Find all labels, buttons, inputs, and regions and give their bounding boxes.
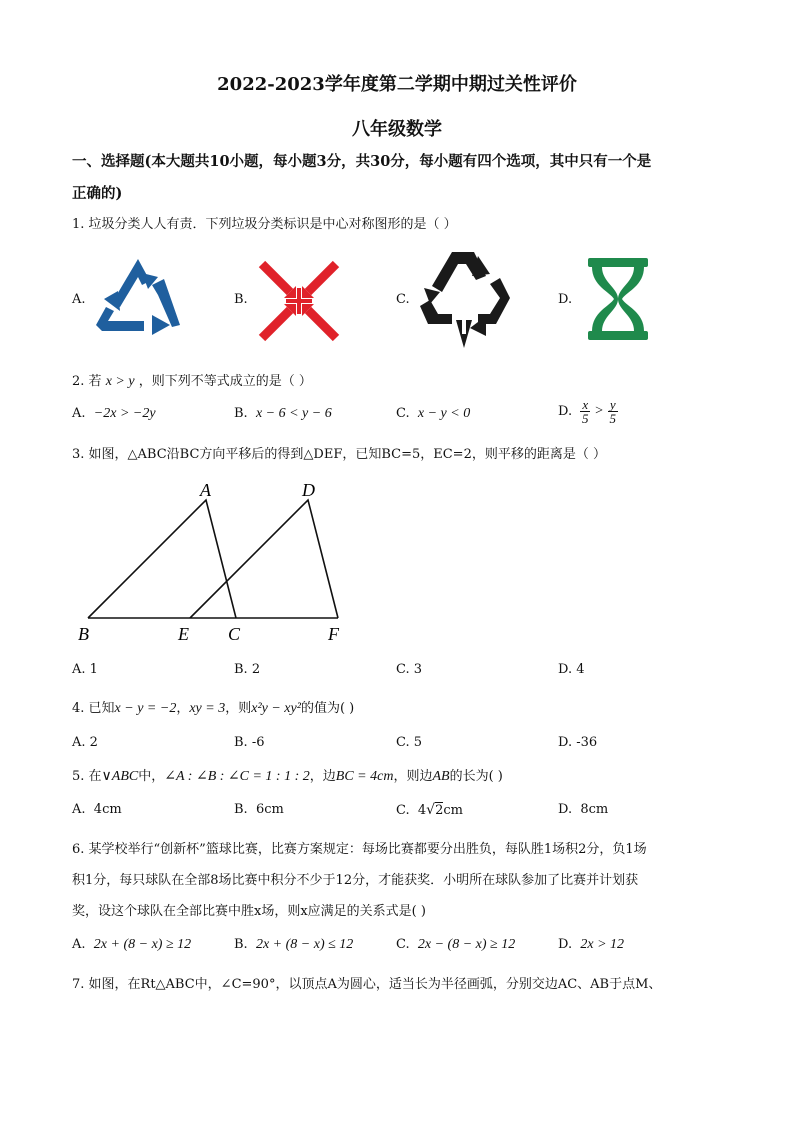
q6-option-a: A. 2x + (8 − x) ≥ 12 <box>72 937 192 952</box>
q2-stem-suffix: ，则下列不等式成立的是（ ） <box>138 374 312 389</box>
sqrt-icon: √ <box>426 802 436 818</box>
q4-stem: 4. 已知x − y = −2，xy = 3，则x²y − xy²的值为( ) <box>72 701 355 716</box>
q3-stem: 3. 如图，△ABC沿BC方向平移后的得到△DEF，已知BC=5，EC=2，则平移的距离是（ ） <box>72 447 606 462</box>
q4-option-a: A. 2 <box>72 735 98 750</box>
q5-option-c: C. 4√2cm <box>396 802 463 818</box>
label-E: E <box>178 624 189 644</box>
q4-option-d: D. -36 <box>558 735 598 750</box>
q6-option-d: D. 2x > 12 <box>558 937 625 952</box>
green-hourglass-icon <box>584 256 652 342</box>
q6-line2: 积1分，每只球队在全部8场比赛中积分不少于12分，才能获奖．小明所在球队参加了比赛并计划获 <box>72 873 639 888</box>
label-F: F <box>328 624 339 644</box>
section-heading-line2: 正确的) <box>72 185 123 202</box>
q5-option-b: B. 6cm <box>234 802 284 817</box>
q2-stem-prefix: 2. 若 <box>72 374 102 389</box>
q4-expression: x²y − xy² <box>251 701 301 716</box>
q3-option-c: C. 3 <box>396 662 423 677</box>
q2-option-a: A. −2x > −2y <box>72 406 156 421</box>
q5-angle-ratio: ∠A : ∠B : ∠C = 1 : 1 : 2 <box>164 769 310 784</box>
q6-line1: 6. 某学校举行“创新杯”篮球比赛，比赛方案规定：每场比赛都要分出胜负，每队胜1场积2分，负1场 <box>72 842 647 857</box>
q4-option-c: C. 5 <box>396 735 423 750</box>
label-A: A <box>200 480 211 500</box>
label-D: D <box>302 480 315 500</box>
q6-option-c: C. 2x − (8 − x) ≥ 12 <box>396 937 516 952</box>
q6-option-b: B. 2x + (8 − x) ≤ 12 <box>234 937 354 952</box>
q3-option-d: D. 4 <box>558 662 585 677</box>
q2-option-d: D. $\frac{x}{5}$ > $\frac{y}{5}$ <box>558 397 617 426</box>
q1-option-b-label: B. <box>234 292 248 307</box>
exam-title: 2022-2023学年度第二学期中期过关性评价 <box>217 74 577 95</box>
q4-equation-1: x − y = −2 <box>114 701 177 716</box>
fraction-y-over-5: $\frac{y}{5}$ <box>609 397 617 426</box>
exam-subtitle: 八年级数学 <box>352 119 442 140</box>
red-inward-arrows-cross-icon <box>256 258 342 344</box>
section-heading-line1: 一、选择题(本大题共10小题，每小题3分，共30分，每小题有四个选项，其中只有一个是 <box>72 153 652 170</box>
black-recycle-triangle-icon <box>416 248 512 352</box>
fraction-x-over-5: $\frac{x}{5}$ <box>582 397 589 426</box>
label-C: C <box>228 624 241 644</box>
q2-option-c: C. x − y < 0 <box>396 406 471 421</box>
label-B: B <box>78 624 89 644</box>
q5-stem: 5. 在∨ABC中，∠A : ∠B : ∠C = 1 : 1 : 2，边BC = 4cm，则边AB的长为( ) <box>72 769 503 784</box>
q1-option-d-label: D. <box>558 292 573 307</box>
q5-option-d: D. 8cm <box>558 802 609 817</box>
q3-translation-figure <box>72 478 372 648</box>
q2-option-b: B. x − 6 < y − 6 <box>234 406 332 421</box>
q1-stem: 1. 垃圾分类人人有责．下列垃圾分类标识是中心对称图形的是（ ） <box>72 217 457 232</box>
q1-option-a-label: A. <box>72 292 86 307</box>
q2-stem <box>72 370 312 390</box>
q3-option-b: B. 2 <box>234 662 261 677</box>
q7-stem: 7. 如图，在Rt△ABC中，∠C=90°，以顶点A为圆心，适当长为半径画弧，分别交边AC、AB于点M、 <box>72 977 662 992</box>
q6-line3: 奖，设这个球队在全部比赛中胜x场，则x应满足的关系式是( ) <box>72 904 426 919</box>
q3-option-a: A. 1 <box>72 662 98 677</box>
q4-equation-2: xy = 3 <box>189 701 226 716</box>
q4-option-b: B. -6 <box>234 735 265 750</box>
recycle-blue-triangle-icon <box>92 255 184 337</box>
q2-condition: x > y <box>105 374 135 389</box>
q5-option-a: A. 4cm <box>72 802 122 817</box>
q1-option-c-label: C. <box>396 292 410 307</box>
